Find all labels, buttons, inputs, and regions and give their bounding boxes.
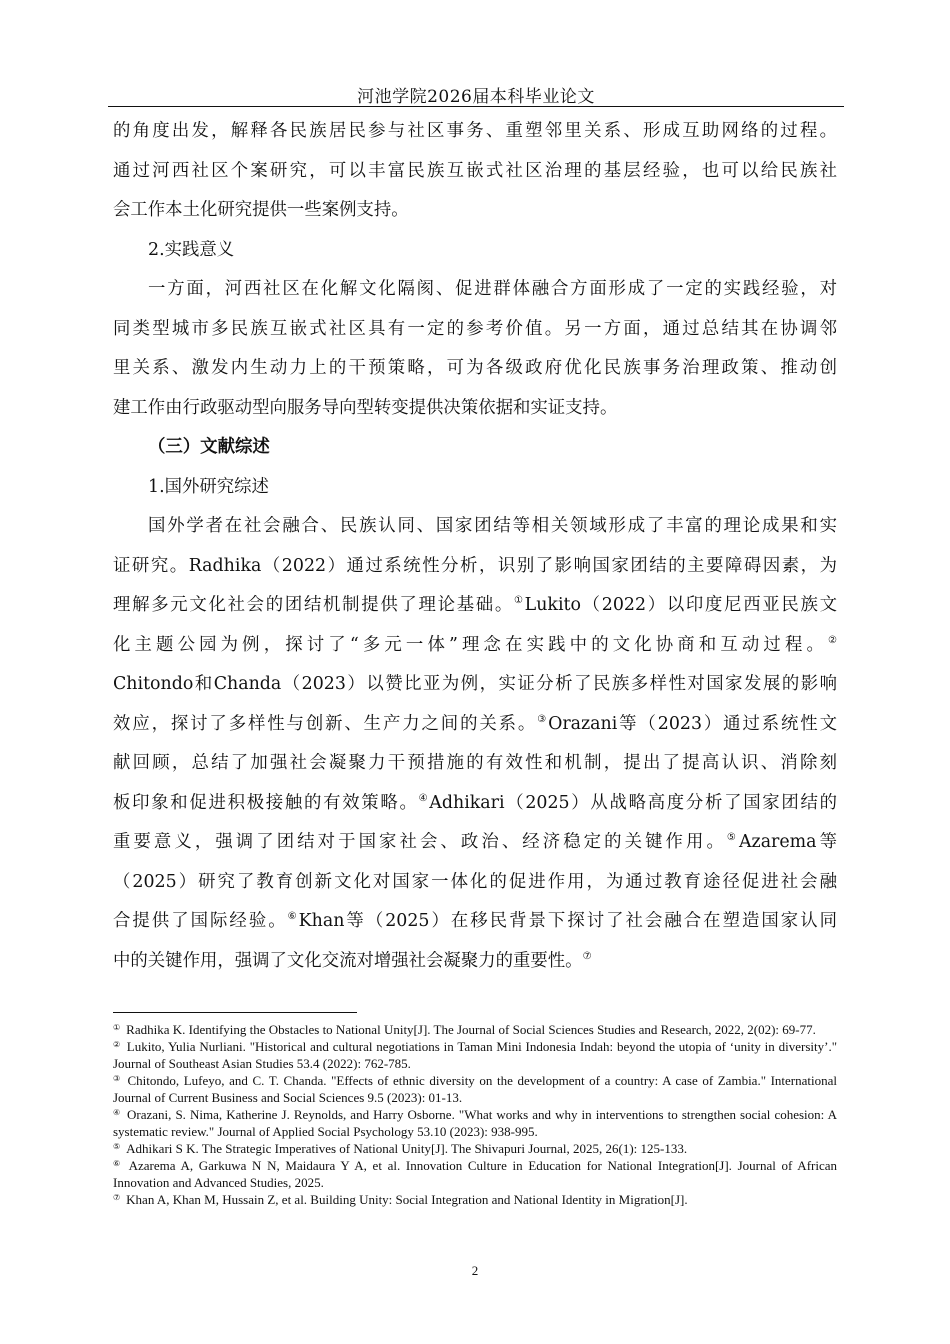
subsection-heading: 2.实践意义 xyxy=(148,239,235,260)
paragraph-line: （2025）研究了教育创新文化对国家一体化的促进作用，为通过教育途径促进社会融 xyxy=(113,871,837,892)
line-text: 合提供了国际经验。 xyxy=(113,911,288,931)
paragraph-line: 里关系、激发内生动力上的干预策略，可为各级政府优化民族事务治理政策、推动创 xyxy=(113,358,837,378)
paragraph-line xyxy=(113,784,837,824)
subsection-heading: 1.国外研究综述 xyxy=(148,476,269,497)
paragraph-line xyxy=(113,823,837,863)
footnote-ref-4[interactable]: ④ xyxy=(418,792,430,804)
section-heading: （三）文献综述 xyxy=(148,437,270,457)
footnote xyxy=(113,1072,837,1106)
footnote-separator xyxy=(113,1012,357,1013)
paragraph-line: 国外学者在社会融合、民族认同、国家团结等相关领域形成了丰富的理论成果和实 xyxy=(148,516,837,536)
paragraph-line xyxy=(113,942,837,982)
footnote-mark: ⑤ xyxy=(113,1142,121,1151)
footnote-ref-3[interactable]: ③ xyxy=(537,713,549,725)
footnote-mark: ① xyxy=(113,1023,121,1032)
footnote-ref-7[interactable]: ⑦ xyxy=(582,950,592,962)
line-text: 化主题公园为例，探讨了“多元一体”理念在实践中的文化协商和互动过程。 xyxy=(113,634,829,655)
footnote-text: Khan A, Khan M, Hussain Z, et al. Building Unity: Social Integration and National Identity in Migration[J]. xyxy=(126,1192,688,1207)
paragraph-line xyxy=(113,902,837,942)
footnote xyxy=(113,1157,837,1191)
footnote-ref-5[interactable]: ⑤ xyxy=(726,832,739,843)
line-text: Khan等（2025）在移民背景下探讨了社会融合在塑造国家认同 xyxy=(298,911,837,931)
line-text: 板印象和促进积极接触的有效策略。 xyxy=(113,792,419,813)
footnote-mark: ⑦ xyxy=(113,1193,121,1202)
paragraph-line: 献回顾，总结了加强社会凝聚力干预措施的有效性和机制，提出了提高认识、消除刻 xyxy=(113,753,837,773)
footnote xyxy=(113,1191,837,1208)
footnote-ref-2[interactable]: ② xyxy=(828,634,837,646)
footnote xyxy=(113,1038,837,1072)
paragraph-line: 证研究。Radhika（2022）通过系统性分析，识别了影响国家团结的主要障碍因素，为 xyxy=(113,555,837,576)
line-text: Azarema等 xyxy=(738,832,837,852)
footnote-mark: ④ xyxy=(113,1108,121,1117)
footnote-mark: ③ xyxy=(113,1074,122,1083)
paragraph-line xyxy=(113,705,837,745)
footnote xyxy=(113,1140,837,1157)
footnotes xyxy=(113,1021,837,1208)
paragraph-line: 通过河西社区个案研究，可以丰富民族互嵌式社区治理的基层经验，也可以给民族社 xyxy=(113,160,837,181)
line-text: Lukito（2022）以印度尼西亚民族文 xyxy=(524,595,837,615)
footnote-text: Adhikari S K. The Strategic Imperatives of National Unity[J]. The Shivapuri Journal, 2025, 26(1): 125-133. xyxy=(126,1141,688,1156)
paragraph-line: 建工作由行政驱动型向服务导向型转变提供决策依据和实证支持。 xyxy=(113,397,618,418)
footnote-text: Orazani, S. Nima, Katherine J. Reynolds, and Harry Osborne. "What works and why in interventions to strengthen social cohesion: A systematic review." Journal of Applied Social Psychology 53.10 (2023): 938-995. xyxy=(113,1107,837,1139)
paragraph-line xyxy=(113,626,837,666)
header-rule xyxy=(108,106,844,107)
running-header: 河池学院2026届本科毕业论文 xyxy=(357,87,595,107)
paragraph-line: 会工作本土化研究提供一些案例支持。 xyxy=(113,200,409,220)
footnote-ref-1[interactable]: ① xyxy=(514,595,525,606)
line-text: Orazani等（2023）通过系统性文 xyxy=(548,713,837,734)
line-text: 理解多元文化社会的团结机制提供了理论基础。 xyxy=(113,595,514,615)
footnote xyxy=(113,1106,837,1140)
footnote-text: Lukito, Yulia Nurliani. "Historical and cultural negotiations in Taman Mini Indonesia Indah: beyond the utopia of ‘unity in diversity’." Journal of Southeast Asian Studies 53.4 (2022): 762-785. xyxy=(113,1039,838,1071)
line-text: 效应，探讨了多样性与创新、生产力之间的关系。 xyxy=(113,713,538,734)
paragraph-line: 同类型城市多民族互嵌式社区具有一定的参考价值。另一方面，通过总结其在协调邻 xyxy=(113,318,837,339)
page-number: 2 xyxy=(471,1263,479,1278)
paragraph-line: 一方面，河西社区在化解文化隔阂、促进群体融合方面形成了一定的实践经验，对 xyxy=(148,279,837,299)
footnote-ref-6[interactable]: ⑥ xyxy=(287,911,299,922)
line-text: 中的关键作用，强调了文化交流对增强社会凝聚力的重要性。 xyxy=(113,950,583,971)
footnote xyxy=(113,1021,837,1038)
paragraph-line: Chitondo和Chanda（2023）以赞比亚为例，实证分析了民族多样性对国家发展的影响 xyxy=(113,674,837,694)
footnote-text: Azarema A, Garkuwa N N, Maidaura Y A, et al. Innovation Culture in Education for National Integration[J]. Journal of African Innovation and Advanced Studies, 2025. xyxy=(113,1158,838,1190)
line-text: 重要意义，强调了团结对于国家社会、政治、经济稳定的关键作用。 xyxy=(113,832,727,852)
footnote-mark: ⑥ xyxy=(113,1159,123,1168)
body-text xyxy=(113,112,837,981)
paragraph-line: 的角度出发，解释各民族居民参与社区事务、重塑邻里关系、形成互助网络的过程。 xyxy=(113,121,837,141)
footnote-text: Chitondo, Lufeyo, and C. T. Chanda. "Effects of ethnic diversity on the development of a country: A case of Zambia." International Journal of Current Business and Social Sciences 9.5 (2023): 01-13. xyxy=(113,1073,838,1105)
line-text: Adhikari（2025）从战略高度分析了国家团结的 xyxy=(429,792,837,813)
footnote-text: Radhika K. Identifying the Obstacles to National Unity[J]. The Journal of Social Sciences Studies and Research, 2022, 2(02): 69-77. xyxy=(126,1022,816,1037)
paragraph-line xyxy=(113,586,837,626)
footnote-mark: ② xyxy=(113,1040,121,1049)
